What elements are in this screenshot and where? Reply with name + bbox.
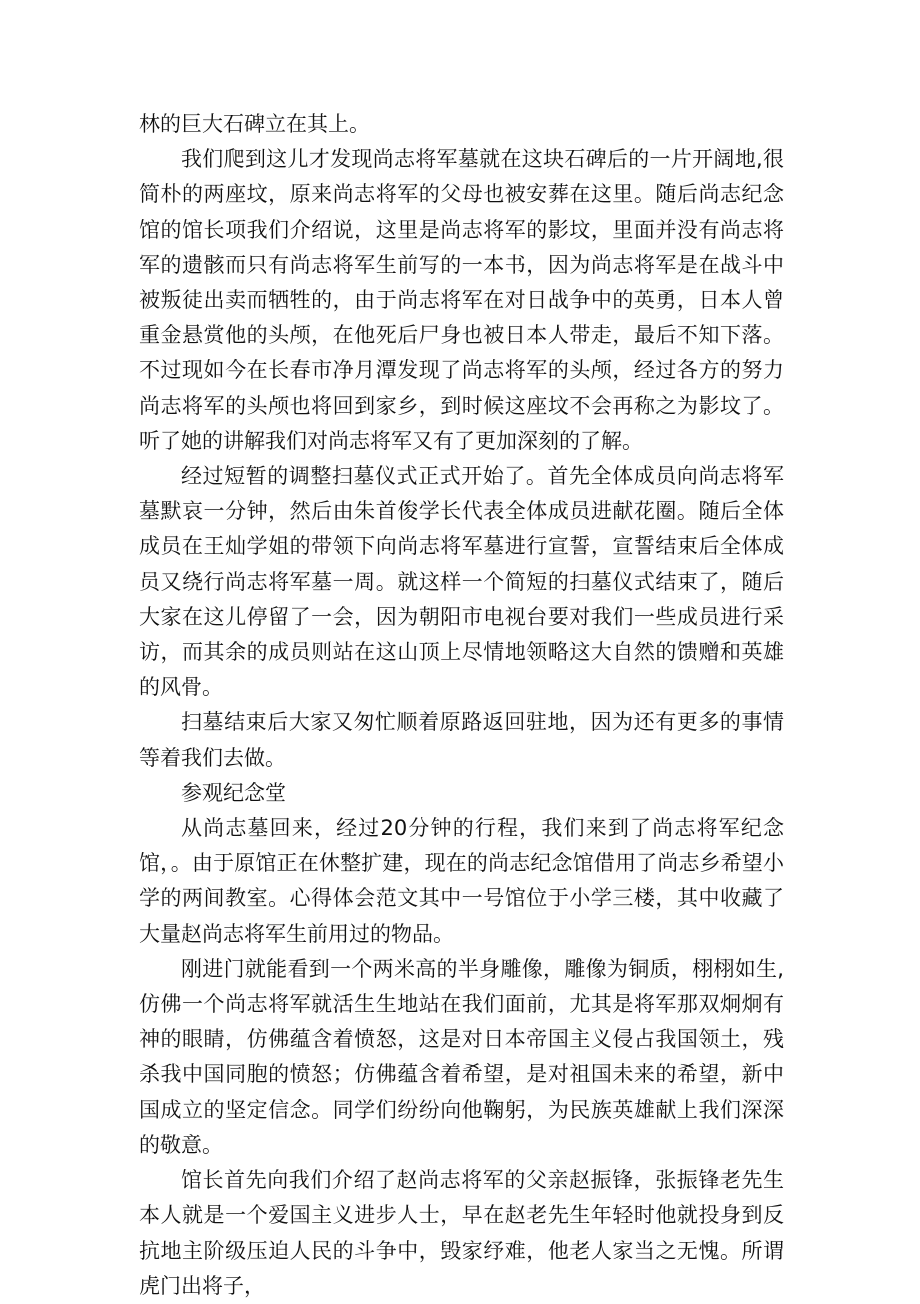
paragraph-return: 扫墓结束后大家又匆忙顺着原路返回驻地，因为还有更多的事情等着我们去做。 [139, 710, 784, 770]
paragraph-memorial-visit: 从尚志墓回来，经过20分钟的行程，我们来到了尚志将军纪念馆，。由于原馆正在休整扩建，现在的尚志纪念馆借用了尚志乡希望小学的两间教室。心得体会范文其中一号馆位于小学三楼，其中收藏了大量赵尚志将军生前用过的物品。 [139, 816, 784, 946]
paragraph-curator-intro: 馆长首先向我们介绍了赵尚志将军的父亲赵振锋，张振锋老先生本人就是一个爱国主义进步人士，早在赵老先生年轻时他就投身到反抗地主阶级压迫人民的斗争中，毁家纾难，他老人家当之无愧。所谓虎门出将子， [139, 1168, 784, 1298]
document-body [139, 107, 784, 1304]
paragraph-tomb-discovery: 我们爬到这儿才发现尚志将军墓就在这块石碑后的一片开阔地,很简朴的两座坟，原来尚志将军的父母也被安葬在这里。随后尚志纪念馆的馆长项我们介绍说，这里是尚志将军的影坟，里面并没有尚志将军的遗骸而只有尚志将军生前写的一本书，因为尚志将军是在战斗中被叛徒出卖而牺牲的，由于尚志将军在对日战争中的英勇，日本人曾重金悬赏他的头颅，在他死后尸身也被日本人带走，最后不知下落。不过现如今在长春市净月潭发现了尚志将军的头颅，经过各方的努力尚志将军的头颅也将回到家乡，到时候这座坟不会再称之为影坟了。听了她的讲解我们对尚志将军又有了更加深刻的了解。 [139, 147, 784, 453]
paragraph-statue: 刚进门就能看到一个两米高的半身雕像，雕像为铜质，栩栩如生,仿佛一个尚志将军就活生生地站在我们面前，尤其是将军那双炯炯有神的眼睛，仿佛蕴含着愤怒，这是对日本帝国主义侵占我国领土，残杀我中国同胞的愤怒；仿佛蕴含着希望，是对祖国未来的希望，新中国成立的坚定信念。同学们纷纷向他鞠躬，为民族英雄献上我们深深的敬意。 [139, 956, 784, 1157]
paragraph-ceremony: 经过短暂的调整扫墓仪式正式开始了。首先全体成员向尚志将军墓默哀一分钟，然后由朱首俊学长代表全体成员进献花圈。随后全体成员在王灿学姐的带领下向尚志将军墓进行宣誓，宣誓结束后全体成员又绕行尚志将军墓一周。就这样一个简短的扫墓仪式结束了，随后大家在这儿停留了一会，因为朝阳市电视台要对我们一些成员进行采访，而其余的成员则站在这山顶上尽情地领略这大自然的馈赠和英雄的风骨。 [139, 464, 784, 700]
section-heading-memorial-hall: 参观纪念堂 [181, 780, 286, 805]
paragraph-continuation: 林的巨大石碑立在其上。 [139, 112, 370, 136]
